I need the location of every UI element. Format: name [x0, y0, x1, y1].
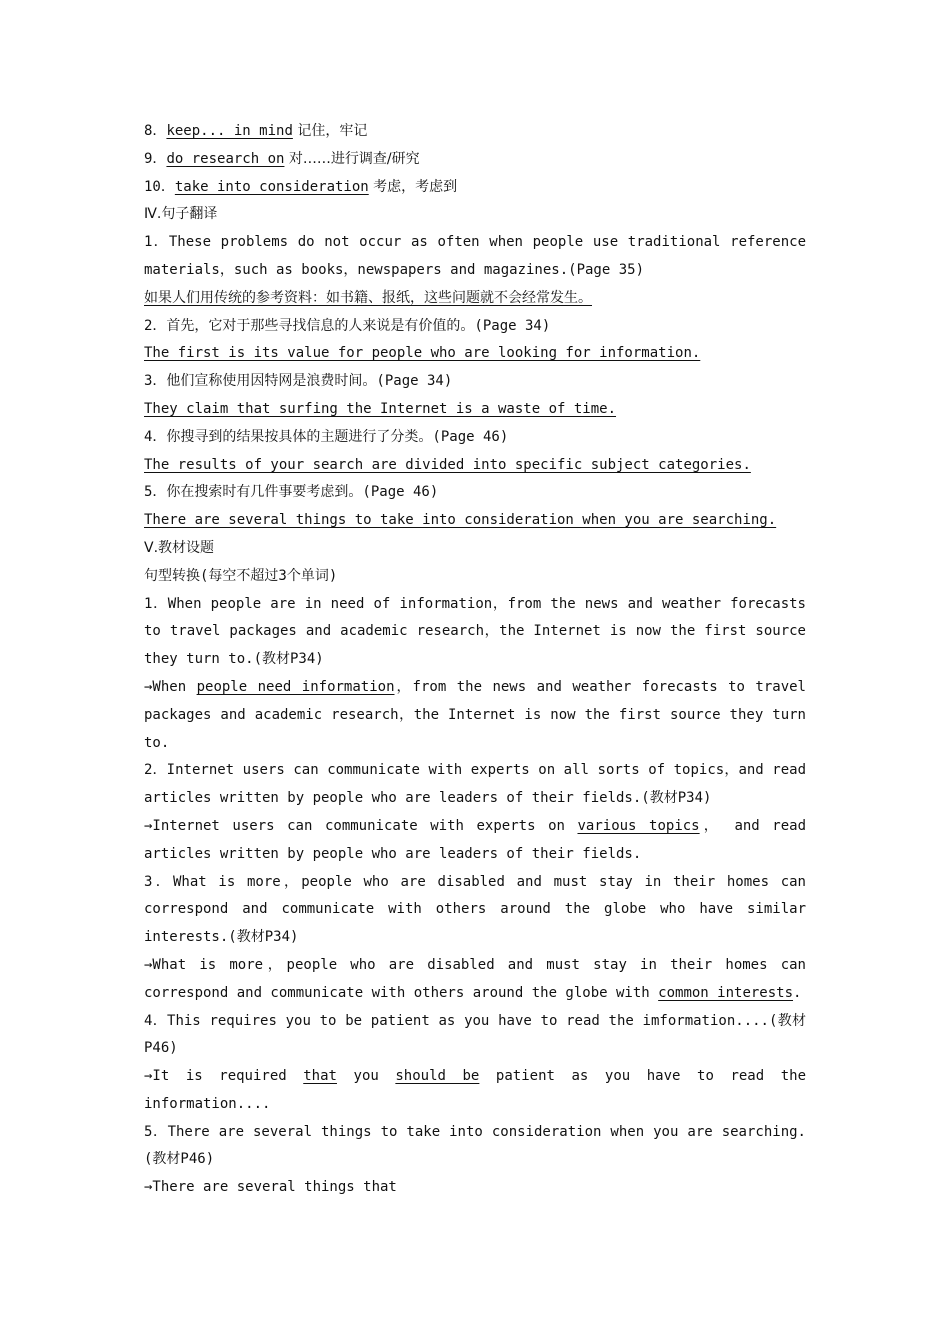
- translation-answer: The results of your search are divided into specific subject categories.: [144, 456, 751, 473]
- question-text: 1．When people are in need of information，from the news and weather forecasts: [144, 595, 806, 612]
- question-text: 4．你搜寻到的结果按具体的主题进行了分类。(Page 46): [144, 428, 509, 445]
- question-text: 1．These problems do not occur as often when people use traditional reference: [144, 234, 806, 251]
- phrase-meaning: 对……进行调查/研究: [284, 150, 420, 167]
- phrase-answer: take into consideration: [174, 178, 369, 195]
- answer-line: articles written by people who are leaders of their fields.: [144, 845, 642, 862]
- answer-blank: common interests: [658, 984, 794, 1001]
- phrase-answer: do research on: [166, 150, 285, 167]
- answer-line: →When people need information，from the news and weather forecasts to travel: [144, 678, 806, 695]
- phrase-item: [144, 174, 806, 202]
- document-page: [144, 118, 806, 1202]
- item-number: 9．: [144, 150, 167, 167]
- question-text: materials，such as books，newspapers and magazines.(Page 35): [144, 261, 645, 278]
- phrase-meaning: 记住，牢记: [292, 123, 368, 139]
- translation-answer: There are several things to take into consideration when you are searching.: [144, 512, 777, 529]
- question-text: 5．There are several things to take into consideration when you are searching.: [144, 1123, 806, 1140]
- item-number: 10．: [144, 178, 175, 195]
- question-text: 2．Internet users can communicate with experts on all sorts of topics，and read: [144, 762, 806, 779]
- section-heading: Ⅴ.教材设题: [144, 539, 215, 556]
- question-text: 3．What is more，people who are disabled and must stay in their homes can: [144, 873, 806, 890]
- translation-answer: They claim that surfing the Internet is a waste of time.: [144, 400, 617, 417]
- phrase-item: [144, 118, 806, 146]
- answer-line: to.: [144, 734, 170, 751]
- question-text: interests.(教材P34): [144, 929, 299, 946]
- question-text: 3．他们宣称使用因特网是浪费时间。(Page 34): [144, 373, 453, 390]
- phrase-answer: keep... in mind: [166, 123, 293, 139]
- question-text: they turn to.(教材P34): [144, 651, 324, 668]
- question-text: 2．首先，它对于那些寻找信息的人来说是有价值的。(Page 34): [144, 317, 551, 334]
- answer-line: →There are several things that: [144, 1179, 397, 1196]
- translation-answer: The first is its value for people who are looking for information.: [144, 345, 701, 362]
- translation-answer: 如果人们用传统的参考资料：如书籍、报纸，这些问题就不会经常发生。: [144, 289, 592, 306]
- question-text: articles written by people who are leaders of their fields.(教材P34): [144, 790, 712, 807]
- item-number: 8．: [144, 123, 167, 139]
- question-text: 5．你在搜索时有几件事要考虑到。(Page 46): [144, 484, 439, 501]
- question-text: 4．This requires you to be patient as you have to read the imformation....(教材: [144, 1012, 806, 1029]
- answer-blank: should be: [395, 1068, 480, 1085]
- phrase-meaning: 考虑，考虑到: [368, 178, 458, 195]
- answer-line: →Internet users can communicate with experts on various topics， and read: [144, 817, 806, 834]
- question-text: P46): [144, 1040, 178, 1057]
- answer-line: information....: [144, 1095, 271, 1112]
- answer-line: correspond and communicate with others around the globe with common interests.: [144, 984, 802, 1001]
- answer-blank: people need information: [196, 678, 395, 695]
- question-text: (教材P46): [144, 1151, 215, 1168]
- question-text: to travel packages and academic research，the Internet is now the first source: [144, 623, 806, 640]
- answer-line: →What is more，people who are disabled and must stay in their homes can: [144, 956, 806, 973]
- answer-blank: various topics: [577, 817, 700, 834]
- phrase-item: [144, 146, 806, 174]
- question-text: correspond and communicate with others around the globe who have similar: [144, 901, 806, 918]
- section-heading: Ⅳ.句子翻译: [144, 206, 218, 223]
- section-subheading: 句型转换(每空不超过3个单词): [144, 567, 338, 584]
- answer-line: →It is required that you should be patient as you have to read the: [144, 1068, 806, 1085]
- answer-blank: that: [303, 1068, 337, 1085]
- answer-line: packages and academic research，the Internet is now the first source they turn: [144, 706, 806, 723]
